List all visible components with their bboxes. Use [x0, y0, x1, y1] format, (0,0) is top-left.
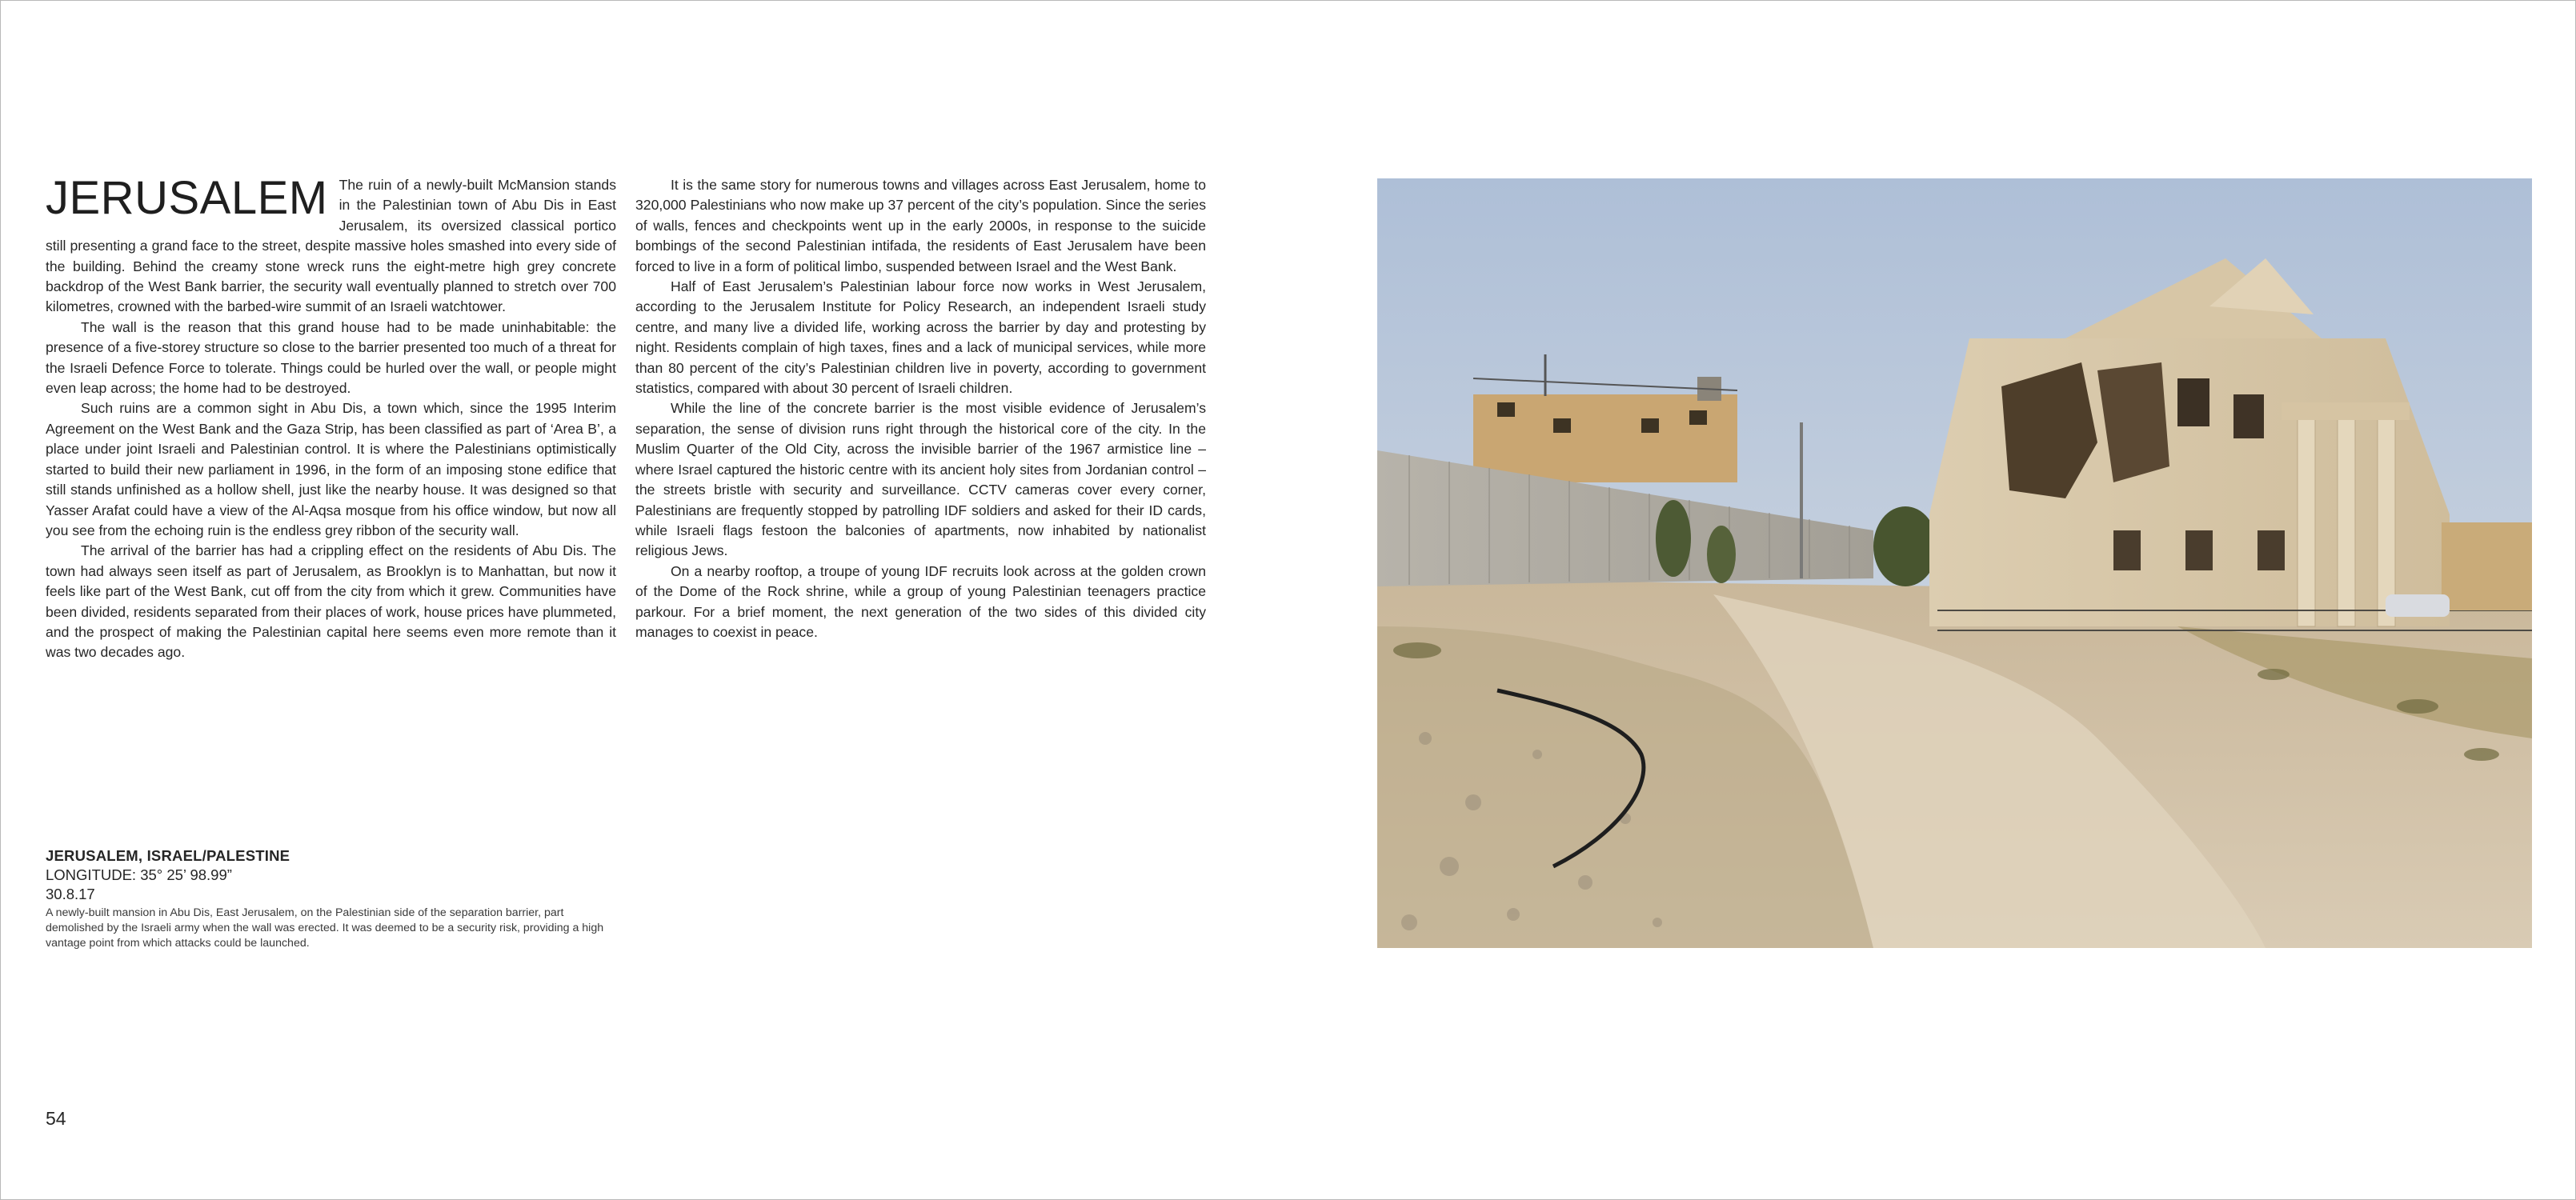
paragraph: The wall is the reason that this grand house had to be made uninhabitable: the presence of a five-storey structure so close to the barrier presented too much of a threat for the Israeli Defence Force to tolerate. Things could be hurled over the wall, or people might even leap across; the home had to be destroyed. [46, 318, 616, 397]
paragraph: The arrival of the barrier has had a crippling effect on the residents of Abu Dis. The town had always seen itself as part of Jerusalem, as Brooklyn is to Manhattan, but now it feels like part of the West Bank, cut off from the city from which it grew. Communities have been divided, residents separated from their places of work, house prices have plummeted, and the prospect of making the Palestinian capital here seems even more remote than it was two decades ago. [46, 542, 616, 661]
paragraph: Such ruins are a common sight in Abu Dis, a town which, since the 1995 Interim Agreement on the West Bank and the Gaza Strip, has been classified as part of ‘Area B’, a place under joint Israeli and Palestinian control. It is where the Palestinians optimistically started to build their new parliament in 1996, in the form of an imposing stone edifice that still stands unfinished as a hollow shell, just like the nearby house. It was designed so that Yasser Arafat could have a view of the Al-Aqsa mosque from his office window, but now all you see from the echoing ruin is the endless grey ribbon of the security wall. [46, 400, 616, 538]
paragraph: On a nearby rooftop, a troupe of young IDF recruits look across at the golden crown of the Dome of the Rock shrine, while a group of young Palestinian teenagers practice parkour. For a brief moment, the next generation of the two sides of this divided city manages to coexist in peace. [635, 562, 1206, 640]
paragraph [46, 172, 616, 318]
caption-description: A newly-built mansion in Abu Dis, East Jerusalem, on the Palestinian side of the separation barrier, part demolished by the Israeli army when the wall was erected. It was deemed to be a security risk, providing a high vantage point from which attacks could be launched. [46, 906, 604, 950]
caption-title: JERUSALEM, ISRAEL/PALESTINE [46, 847, 290, 864]
article-column-left [46, 172, 616, 663]
caption-date: 30.8.17 [46, 886, 95, 902]
photograph-illustration [1377, 178, 2532, 948]
mansion-photograph [1377, 178, 2532, 948]
photo-caption [46, 846, 610, 951]
page-number: 54 [46, 1108, 66, 1129]
article-column-right [635, 175, 1206, 642]
caption-longitude: LONGITUDE: 35° 25’ 98.99” [46, 866, 232, 883]
paragraph: Half of East Jerusalem’s Palestinian labour force now works in West Jerusalem, according to the Jerusalem Institute for Policy Research, an independent Israeli study centre, and many live a divided life, working across the barrier by day and protesting by night. Residents complain of high taxes, fines and a lack of municipal services, while more than 80 percent of the city’s Palestinian children live in poverty, according to government statistics, compared with about 30 percent of Israeli children. [635, 278, 1206, 397]
article-title: JERUSALEM [46, 172, 328, 224]
paragraph-text: The ruin of a newly-built McMansion stands in the Palestinian town of Abu Dis in East Jerusalem, its oversized classical portico still presenting a grand face to the street, despite massive holes smashed into every side of the building. Behind the creamy stone wreck runs the eight-metre high grey concrete backdrop of the West Bank barrier, the security wall eventually planned to stretch over 700 kilometres, crowned with the barbed-wire summit of an Israeli watchtower. [46, 177, 616, 315]
paragraph: While the line of the concrete barrier is the most visible evidence of Jerusalem’s separation, the sense of division runs right through the historical core of the city. In the Muslim Quarter of the Old City, across the invisible barrier of the 1967 armistice line – where Israel captured the historic centre with its ancient holy sites from Jordanian control – the streets bristle with security and surveillance. CCTV cameras cover every corner, Palestinians are frequently stopped by patrolling IDF soldiers and asked for their ID cards, while Israeli flags festoon the balconies of apartments, now inhabited by nationalist religious Jews. [635, 400, 1206, 559]
paragraph: It is the same story for numerous towns and villages across East Jerusalem, home to 320,000 Palestinians who now make up 37 percent of the city’s population. Since the series of walls, fences and checkpoints went up in the early 2000s, in response to the suicide bombings of the second Palestinian intifada, the residents of East Jerusalem have been forced to live in a form of political limbo, suspended between Israel and the West Bank. [635, 177, 1206, 274]
